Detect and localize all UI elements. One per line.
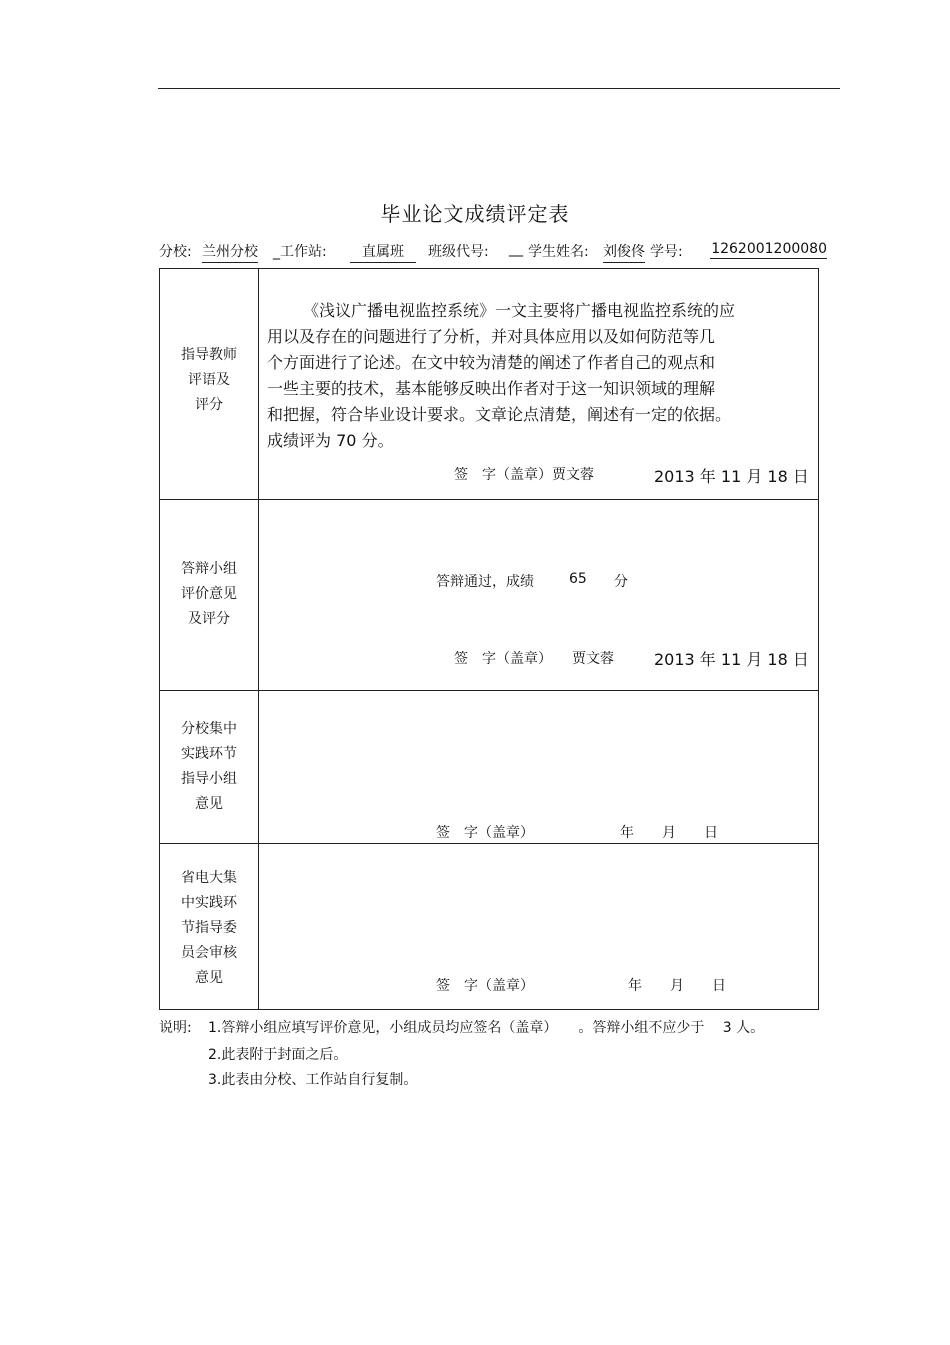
branch-value: 兰州分校 (202, 241, 258, 263)
table-row-divider (159, 690, 819, 691)
province-signature-label: 签 字（盖章） (436, 978, 534, 994)
teacher-row-label: 指导教师 评语及 评分 (181, 347, 237, 413)
class-value: __ (509, 241, 523, 257)
note-item: 2.此表附于封面之后。 (208, 1047, 348, 1063)
branch-row-label: 分校集中 实践环节 指导小组 意见 (181, 721, 237, 812)
header-rule (158, 88, 840, 89)
defense-date: 2013 年 11 月 18 日 (654, 650, 809, 669)
notes-prefix: 说明: (159, 1020, 192, 1036)
branch-label: 分校: (159, 244, 192, 260)
defense-score: 65 (569, 571, 587, 587)
teacher-score: 70 (336, 431, 357, 450)
defense-result-text: 答辩通过，成绩 (436, 574, 534, 590)
id-value: 1262001200080 (711, 241, 827, 257)
defense-score-unit: 分 (614, 574, 628, 590)
station-value: 直属班 (350, 241, 416, 263)
teacher-score-line: 成绩评为 70 分。 (267, 431, 394, 450)
table-column-divider (258, 268, 259, 1010)
class-label: 班级代号: (428, 244, 489, 260)
defense-row-label: 答辩小组 评价意见 及评分 (181, 561, 237, 627)
province-date: 年 月 日 (628, 978, 726, 994)
student-value: 刘俊佟 (603, 241, 645, 263)
province-row-label: 省电大集 中实践环 节指导委 员会审核 意见 (181, 870, 237, 986)
teacher-date: 2013 年 11 月 18 日 (654, 467, 809, 486)
student-label: 学生姓名: (528, 244, 589, 260)
note-item: 1.答辩小组应填写评价意见，小组成员均应签名（盖章） 。答辩小组不应少于 3 人。 (208, 1020, 765, 1036)
station-label: _工作站: (273, 244, 327, 260)
table-row-divider (159, 499, 819, 500)
id-label: 学号: (650, 244, 683, 260)
teacher-comment: 《浅议广播电视监控系统》一文主要将广播电视监控系统的应 用以及存在的问题进行了分析，并对具体应用以及如何防范等几 个方面进行了论述。在文中较为清楚的阐述了作者自己的观点和 一些主要的技术，基本能够反映出作者对于这一知识领域的理解 和把握，符合毕业设计要求。文章论点清楚，阐述有一定的依据。 成绩评为 70 分。 (267, 298, 792, 454)
defense-signature-label: 签 字（盖章） (454, 651, 552, 667)
table-row-divider (159, 843, 819, 844)
branch-date: 年 月 日 (620, 825, 718, 841)
note-item: 3.此表由分校、工作站自行复制。 (208, 1072, 418, 1088)
page-title: 毕业论文成绩评定表 (380, 202, 570, 226)
defense-signer: 贾文蓉 (572, 651, 614, 667)
branch-signature-label: 签 字（盖章） (436, 825, 534, 841)
teacher-signature: 签 字（盖章）贾文蓉 (454, 467, 594, 483)
